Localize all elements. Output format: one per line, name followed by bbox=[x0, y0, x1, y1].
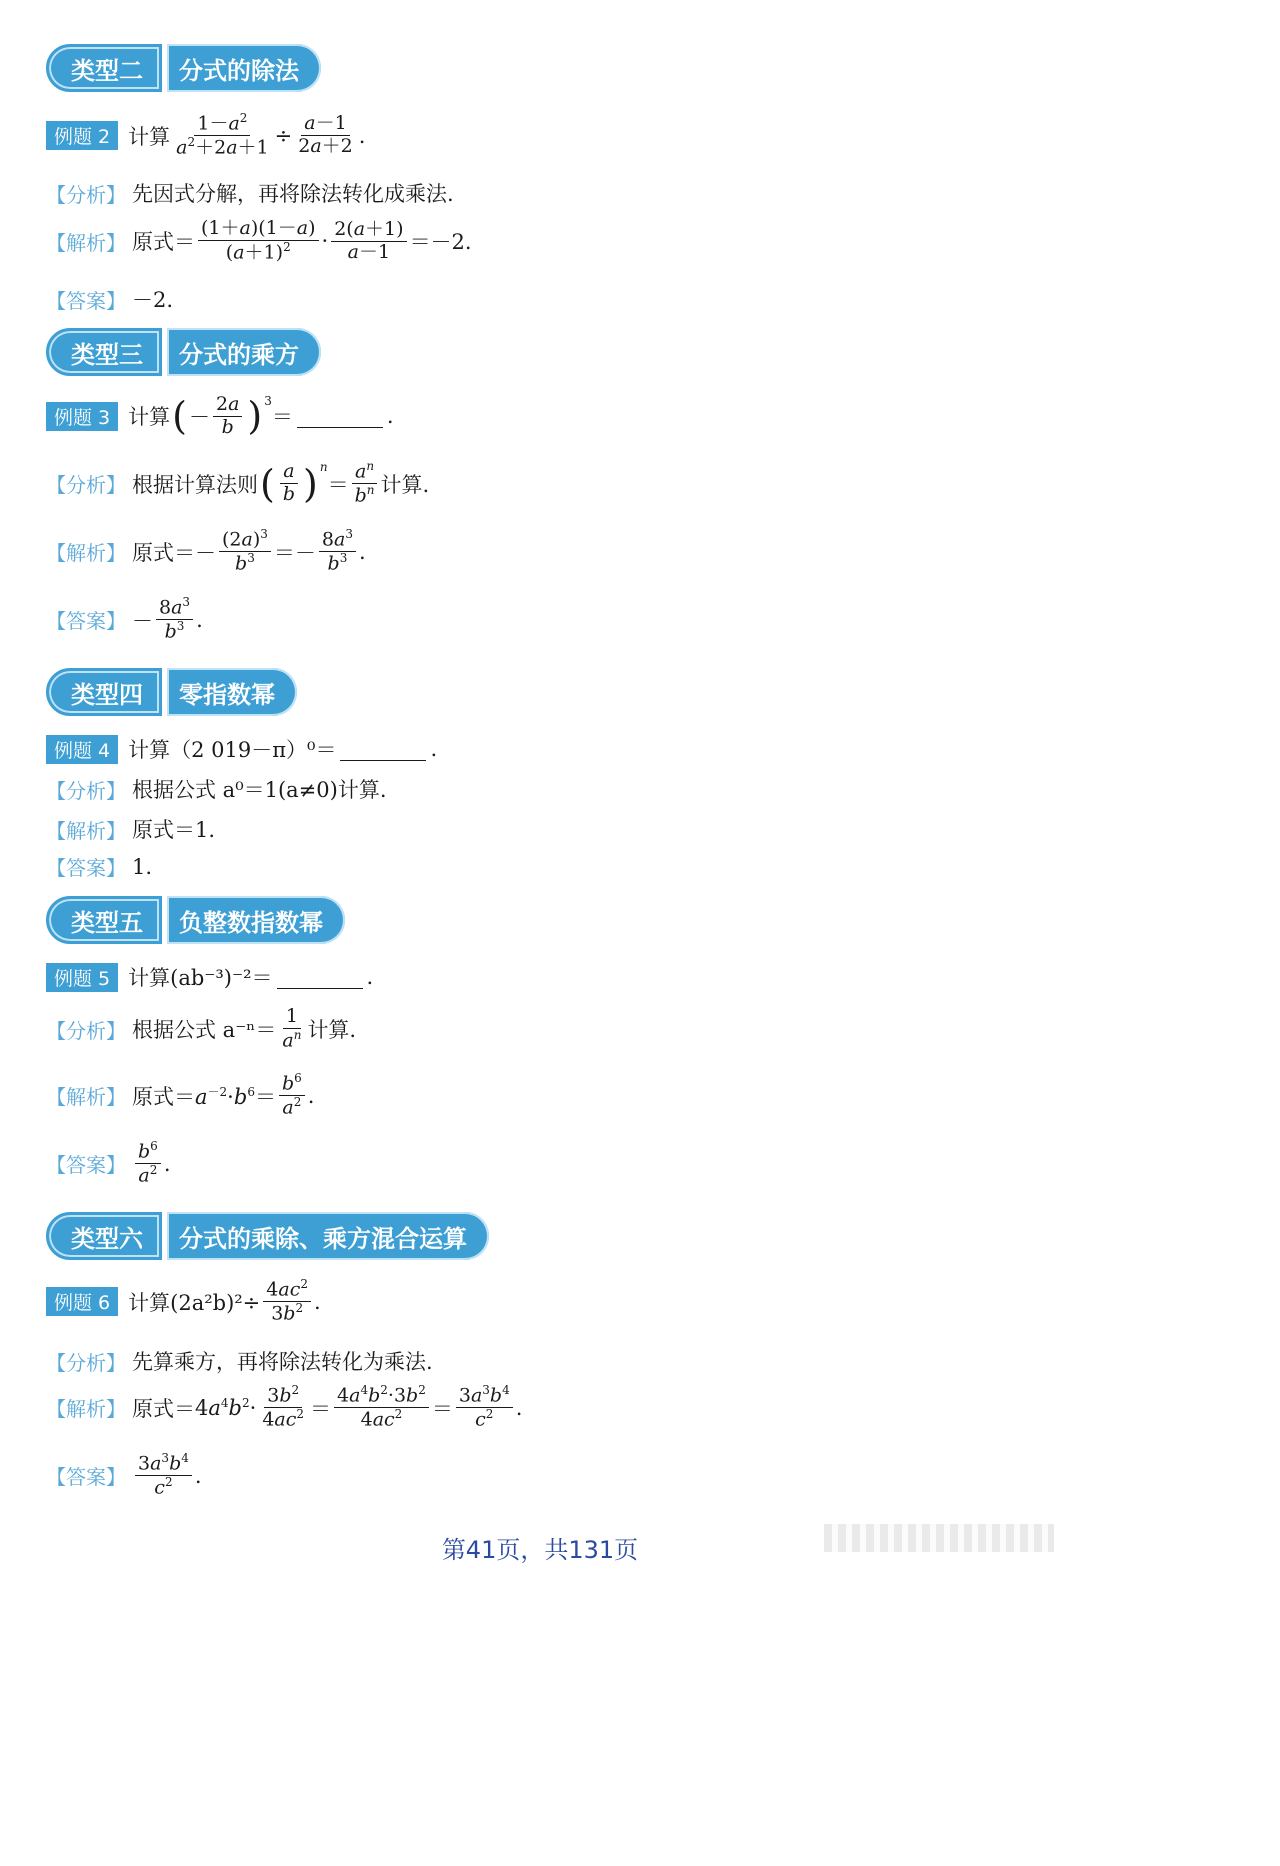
example-2-question: 例题 2 计算 $\frac{1-a^2}{a^2+2a+1}$ ÷ $\frac{a-1}{2a+2}$ . bbox=[46, 112, 365, 159]
example-4-solution: 【解析】 原式＝1. bbox=[46, 818, 216, 843]
section-banner-5: 类型五 负整数指数幂 bbox=[46, 896, 345, 944]
example-5-answer: 【答案】 $\frac{b^6}{a^2}$ . bbox=[46, 1139, 171, 1187]
example-2-analysis: 【分析】 先因式分解，再将除法转化成乘法. bbox=[46, 182, 454, 207]
example-4-answer: 【答案】 1. bbox=[46, 854, 153, 880]
example-3-question: 例题 3 计算 ( － $\frac{2a}{b}$ ) $^3$ ＝ . bbox=[46, 394, 394, 439]
example-3-answer: 【答案】 － $\frac{8a^3}{b^3}$ . bbox=[46, 595, 203, 643]
example-tag: 例题 2 bbox=[46, 121, 118, 150]
example-6-analysis: 【分析】 先算乘方，再将除法转化为乘法. bbox=[46, 1350, 433, 1375]
example-6-answer: 【答案】 $\frac{3a^3b^4}{c^2}$ . bbox=[46, 1451, 202, 1499]
example-5-analysis: 【分析】 根据公式 a⁻ⁿ＝ $\frac{1}{a^n}$ 计算. bbox=[46, 1005, 357, 1052]
answer-blank[interactable] bbox=[340, 738, 426, 761]
section-title: 分式的除法 bbox=[167, 44, 321, 92]
section-banner-3: 类型三 分式的乘方 bbox=[46, 328, 321, 376]
section-type-label: 类型二 bbox=[46, 44, 162, 92]
example-5-question: 例题 5 计算(ab⁻³)⁻²＝ . bbox=[46, 962, 373, 992]
example-2-answer: 【答案】 －2. bbox=[46, 288, 174, 313]
example-3-solution: 【解析】 原式＝ － $\frac{(2a)^3}{b^3}$ ＝－ $\frac{8a^3}{b^3}$ . bbox=[46, 527, 366, 575]
answer-blank[interactable] bbox=[297, 405, 383, 428]
section-banner-6: 类型六 分式的乘除、乘方混合运算 bbox=[46, 1212, 489, 1260]
section-banner-4: 类型四 零指数幂 bbox=[46, 668, 297, 716]
answer-blank[interactable] bbox=[277, 966, 363, 989]
page-footer: 第41页，共131页 bbox=[441, 1536, 639, 1564]
example-2-solution: 【解析】 原式＝ $\frac{(1+a)(1-a)}{(a+1)^2}$ · $\frac{2(a+1)}{a-1}$ ＝－2. bbox=[46, 217, 472, 264]
example-4-question: 例题 4 计算（2 019－π）⁰＝ . bbox=[46, 734, 437, 764]
example-4-analysis: 【分析】 根据公式 a⁰＝1(a≠0)计算. bbox=[46, 778, 387, 803]
section-banner-2 bbox=[46, 44, 321, 92]
example-3-analysis: 【分析】 根据计算法则 ( $\frac{a}{b}$ ) $^n$ ＝ $\frac{a^n}{b^n}$ 计算. bbox=[46, 459, 430, 507]
example-6-solution: 【解析】 原式＝ $4a^4b^2\cdot$ $\frac{3b^2}{4ac^2}$ ＝ $\frac{4a^4b^2\cdot 3b^2}{4ac^2}$ ＝ $\frac{3a^3b^4}{c^2}$ . bbox=[46, 1383, 523, 1431]
example-6-question: 例题 6 计算(2a²b)²÷ $\frac{4ac^2}{3b^2}$ . bbox=[46, 1278, 321, 1325]
example-5-solution: 【解析】 原式＝ $a^{-2}\cdot b^6=$ $\frac{b^6}{a^2}$ . bbox=[46, 1071, 315, 1119]
